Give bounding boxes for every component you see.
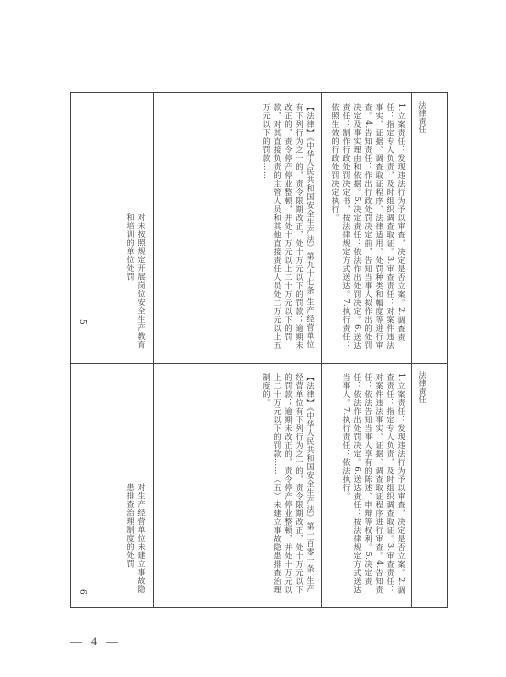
responsibility-table: [70, 92, 448, 608]
basis-cell: 【法律】《中华人民共和国安全生产法》第九十七条 生产经营单位有下列行为之一的，责令限期改正，处十万元以下的罚款；逾期未改正的，责令停产停业整顿，并处十万元以上二十万元以下的罚款，对其直接负责的主管人员和其他直接责任人员处二万元以上五万元以下的罚款……: [262, 103, 315, 350]
row-number: 5: [77, 319, 87, 325]
column-divider: [321, 93, 322, 607]
procedure-cell: 1.立案责任：发现违法行为予以审查，决定是否立案。2.调查责任：指定专人负责，及时组织调查取证。3.审查责任：对案件违法事实、证据、调查取证程序、法律适用、处罚种类和幅度等进行审查。4.告知责任：作出行政处罚决定前，告知当事人拟作出的处罚决定及事实理由和依据。5.决定责任：依法作出处罚决定。6.送达责任：制作行政处罚决定书，按法律规定方式送达。7.执行责任：依照生效的行政处罚决定执行。: [331, 103, 406, 350]
column-divider: [411, 93, 412, 607]
item-cell: 对未按照规定开展岗位安全生产教育和培训的单位处罚: [126, 213, 146, 349]
remark-cell: 法律责任: [418, 101, 427, 133]
basis-cell: 【法律】《中华人民共和国安全生产法》第一百零一条 生产经营单位有下列行为之一的，责令限期改正，处十万元以下的罚款；逾期未改正的，责令停产停业整顿，并处十万元以上二十万元以下的罚款……（五）未建立事故隐患排查治理制度的。: [262, 373, 315, 594]
remark-cell: 法律责任: [418, 371, 427, 403]
column-divider: [153, 93, 154, 607]
page-number: — 4 —: [70, 634, 121, 648]
item-cell: 对生产经营单位未建立事故隐患排查治理制度的处罚: [126, 483, 146, 594]
row-divider: [71, 363, 447, 364]
procedure-cell: 1.立案责任：发现违法行为予以审查，决定是否立案。2.调查责任：指定专人负责，及时组织调查取证。3.审查责任：对案件违法事实、证据、调查取证程序进行审查。4.告知责任：依法告知当事人享有的陈述、申辩等权利。5.决定责任：依法作出处罚决定。6.送达责任：按法律规定方式送达当事人。7.执行责任：依法执行。: [342, 373, 406, 595]
row-number: 6: [77, 589, 87, 595]
